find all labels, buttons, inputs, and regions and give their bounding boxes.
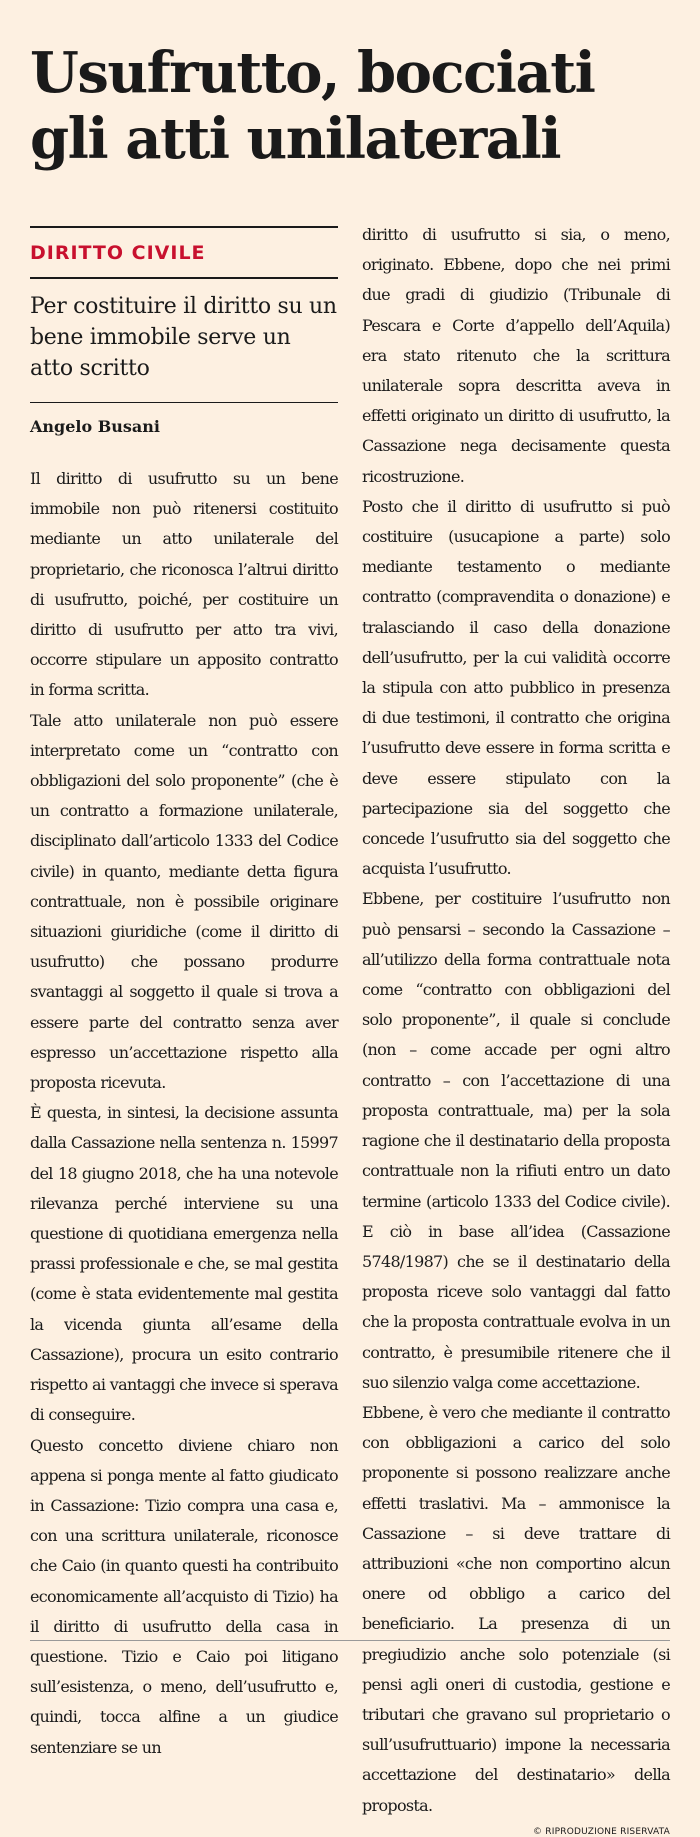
- body-paragraph: Questo concetto diviene chiaro non appena si ponga mente al fatto giudicato in Cassazione: Tizio compra una casa e, con una scrittura unilaterale, riconosce che Caio (in quanto questi ha contribuito economicamente all’acquisto di Tizio) ha il diritto di usufrutto della casa in questione. Tizio e Caio poi litigano sull’esistenza, o meno, dell’usufrutto e, quindi, tocca alfine a un giudice sentenziare se un: [30, 1435, 338, 1757]
- right-body-text: [362, 220, 670, 1821]
- section-top-rule: [30, 226, 338, 228]
- section-bottom-rule: [30, 277, 338, 279]
- body-paragraph: diritto di usufrutto si sia, o meno, originato. Ebbene, dopo che nei primi due gradi di giudizio (Tribunale di Pescara e Corte d’appello dell’Aquila) era stato ritenuto che la scrittura unilaterale sopra descritta aveva in effetti originato un diritto di usufrutto, la Cassazione nega decisamente questa ricostruzione.: [362, 225, 670, 486]
- body-paragraph: Posto che il diritto di usufrutto si può costituire (usucapione a parte) solo mediante testamento o mediante contratto (compravendita o donazione) e tralasciando il caso della donazione dell’usufrutto, per la cui validità occorre la stipula con atto pubblico in presenza di due testimoni, il contratto che origina l’usufrutto deve essere in forma scritta e deve essere stipulato con la partecipazione sia del soggetto che concede l’usufrutto sia del soggetto che acquista l’usufrutto.: [362, 496, 670, 879]
- headline: [30, 40, 670, 172]
- right-column: [362, 220, 670, 1837]
- headline-line-1: Usufrutto, bocciati: [30, 40, 595, 106]
- headline-line-2: gli atti unilaterali: [30, 106, 561, 172]
- copyright-notice: © RIPRODUZIONE RISERVATA: [533, 1826, 670, 1837]
- body-paragraph: È questa, in sintesi, la decisione assunta dalla Cassazione nella sentenza n. 15997 del 18 giugno 2018, che ha una notevole rilevanza perché interviene su una questione di quotidiana emergenza nella prassi professionale e che, se mal gestita (come è stata evidentemente mal gestita la vicenda giunta all’esame della Cassazione), procura un esito contrario rispetto ai vantaggi che invece si sperava di conseguire.: [30, 1103, 338, 1425]
- author-byline: Angelo Busani: [30, 417, 160, 436]
- body-paragraph: Ebbene, è vero che mediante il contratto con obbligazioni a carico del solo proponente si possono realizzare anche effetti traslativi. Ma – ammonisce la Cassazione – si deve trattare di attribuzioni «che non comportino alcun onere od obbligo a carico del beneficiario. La presenza di un pregiudizio anche solo potenziale (si pensi agli oneri di custodia, gestione e tributari che gravano sul proprietario o sull’usufruttuario) impone la necessaria accettazione del destinatario» della proposta.: [362, 1402, 670, 1815]
- left-column: [30, 226, 338, 1763]
- subheadline: Per costituire il diritto su un bene immobile serve un atto scritto: [30, 294, 337, 381]
- bottom-rule: [30, 1640, 670, 1641]
- body-paragraph: Il diritto di usufrutto su un bene immobile non può ritenersi costituito mediante un atto unilaterale del proprietario, che riconosca l’altrui diritto di usufrutto, poiché, per costituire un diritto di usufrutto per atto tra vivi, occorre stipulare un apposito contratto in forma scritta.: [30, 469, 338, 700]
- body-paragraph: Tale atto unilaterale non può essere interpretato come un “contratto con obbligazioni del solo proponente” (che è un contratto a formazione unilaterale, disciplinato dall’articolo 1333 del Codice civile) in quanto, mediante detta figura contrattuale, non è possibile originare situazioni giuridiche (come il diritto di usufrutto) che possano produrre svantaggi al soggetto il quale si trova a essere parte del contratto senza aver espresso un’accettazione rispetto alla proposta ricevuta.: [30, 710, 338, 1093]
- section-label: DIRITTO CIVILE: [30, 242, 206, 264]
- left-body-text: [30, 464, 338, 1763]
- body-paragraph: Ebbene, per costituire l’usufrutto non può pensarsi – secondo la Cassazione – all’utilizzo della forma contrattuale nota come “contratto con obbligazioni del solo proponente”, il quale si conclude (non – come accade per ogni altro contratto – con l’accettazione di una proposta contrattuale, ma) per la sola ragione che il destinatario della proposta contrattuale non la rifiuti entro un dato termine (articolo 1333 del Codice civile). E ciò in base all’idea (Cassazione 5748/1987) che se il destinatario della proposta riceve solo vantaggi dal fatto che la proposta contrattuale evolva in un contratto, è presumibile ritenere che il suo silenzio valga come accettazione.: [362, 889, 670, 1392]
- byline-rule: [30, 402, 338, 403]
